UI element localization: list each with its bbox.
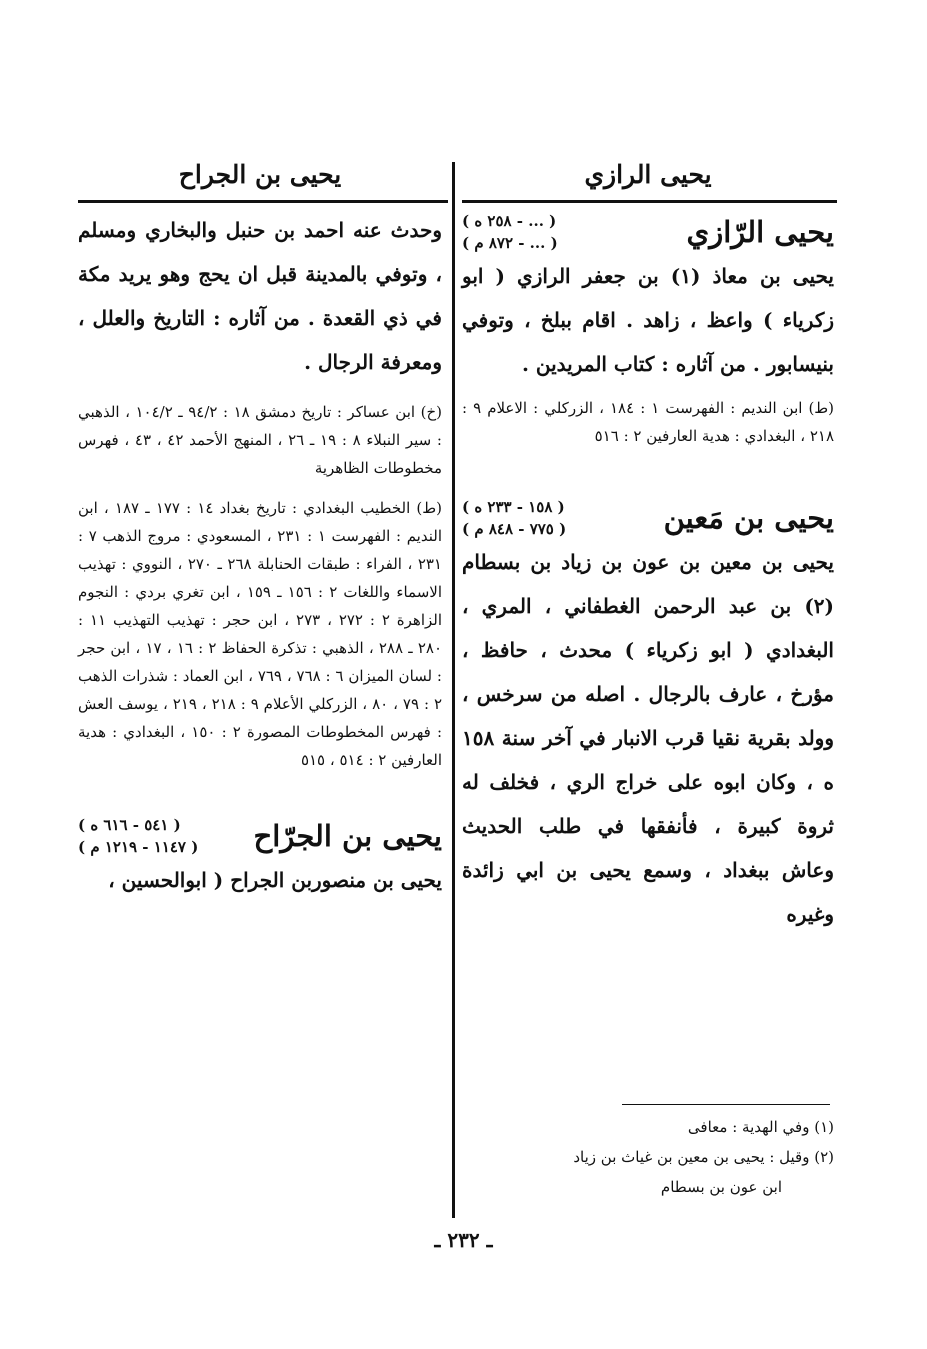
entry-body-jarrah: يحيى بن منصوربن الجراح ( ابوالحسين ، [108, 868, 442, 892]
entry-separator [78, 774, 442, 804]
entry-separator [462, 450, 834, 486]
dates-hijri: ( ... - ٢٥٨ ه ) [462, 212, 557, 230]
entry-name-jarrah: يحيى بن الجرّاح [253, 819, 442, 853]
entry-body-razi: يحيى بن معاذ (١) بن جعفر الرازي ( ابو زكرياء ) واعظ ، زاهد . اقام ببلخ ، وتوفي بنيسابور . من آثاره : كتاب المريدين . [462, 264, 834, 376]
entry-heading-razi [462, 210, 834, 254]
entry-name-razi: يحيى الرّازي [686, 215, 834, 249]
page-number: ـ ٢٣٢ ـ [434, 1228, 493, 1252]
left-column [78, 150, 442, 902]
right-column [462, 150, 834, 936]
left-running-header: يحيى بن الجراح [178, 160, 342, 189]
entry-dates-jarrah [78, 814, 198, 858]
manuscript-refs: (خ) ابن عساكر : تاريخ دمشق ١٨ : ٩٤/٢ ـ ١٠٤/٢ ، الذهبي : سير النبلاء ٨ : ١٩ ـ ٢٦ ، المنهج الأحمد ٤٢ ، ٤٣ ، فهرس مخطوطات الظاهرية [78, 403, 442, 477]
dates-ad: ( ٧٧٥ - ٨٤٨ م ) [462, 520, 567, 538]
dates-hijri: ( ٥٤١ - ٦١٦ ه ) [78, 816, 181, 834]
footnote-2-continued: ابن عون بن بسطام [660, 1178, 782, 1196]
footnotes [462, 1112, 834, 1202]
dates-hijri: ( ١٥٨ - ٢٣٣ ه ) [462, 498, 565, 516]
entry-dates-razi [462, 210, 558, 254]
entry-body-maein: يحيى بن معين بن عون بن زياد بن بسطام (٢) بن عبد الرحمن الغطفاني ، المري ، البغدادي ( ابو زكرياء ) محدث ، حافظ ، مؤرخ ، عارف بالرجال . اصله من سرخس ، وولد بقرية نقيا قرب الانبار في آخر سنة ١٥٨ ه ، وكان ابوه على خراج الري ، فخلف له ثروة كبيرة ، فأنفقها في طلب الحديث وعاش ببغداد ، وسمع يحيى بن ابي زائدة وغيره [462, 550, 834, 926]
printed-refs: (ط) الخطيب البغدادي : تاريخ بغداد ١٤ : ١٧٧ ـ ١٨٧ ، ابن النديم : الفهرست ١ : ٢٣١ ، المسعودي : مروج الذهب ٧ : ٢٣١ ، الفراء : طبقات الحنابلة ٢٦٨ ـ ٢٧٠ ، النووي : تهذيب الاسماء واللغات ٢ : ١٥٦ ـ ١٥٩ ، ابن تغري بردي : النجوم الزاهرة ٢ : ٢٧٢ ، ٢٧٣ ، ابن حجر : تهذيب التهذيب ١١ : ٢٨٠ ـ ٢٨٨ ، الذهبي : تذكرة الحفاظ ٢ : ١٦ ، ١٧ ، ابن حجر : لسان الميزان ٦ : ٧٦٨ ، ٧٦٩ ، ابن العماد : شذرات الذهب ٢ : ٧٩ ، ٨٠ ، الزركلي الأعلام ٩ : ٢١٨ ، ٢١٩ ، يوسف العش : فهرس المخطوطات المصورة ٢ : ١٥٠ ، البغدادي : هدية العارفين ٢ : ٥١٤ ، ٥١٥ [78, 499, 443, 769]
left-header-rule [78, 200, 448, 203]
entry-heading-maein [462, 496, 834, 540]
dates-ad: ( ... - ٨٧٢ م ) [462, 234, 558, 252]
entry-refs-razi: (ط) ابن النديم : الفهرست ١ : ١٨٤ ، الزركلي : الاعلام ٩ : ٢١٨ ، البغدادي : هدية العارفين ٢ : ٥١٦ [462, 399, 835, 445]
column-divider [452, 162, 455, 1218]
footnote-1: (١) وفي الهدية : معافى [687, 1118, 834, 1136]
footnote-2: (٢) وقيل : يحيى بن معين بن غياث بن زياد [573, 1148, 834, 1166]
right-running-header: يحيى الرازي [584, 160, 712, 189]
right-header-rule [462, 200, 837, 203]
entry-name-maein: يحيى بن مَعين [663, 501, 834, 535]
entry-heading-jarrah [78, 814, 442, 858]
dates-ad: ( ١١٤٧ - ١٢١٩ م ) [78, 838, 199, 856]
entry-dates-maein [462, 496, 566, 540]
footnote-rule [622, 1104, 830, 1105]
continued-body-maein: وحدث عنه احمد بن حنبل والبخاري ومسلم ، وتوفي بالمدينة قبل ان يحج وهو يريد مكة في ذي القعدة . من آثاره : التاريخ والعلل ، ومعرفة الرجال . [78, 218, 442, 374]
